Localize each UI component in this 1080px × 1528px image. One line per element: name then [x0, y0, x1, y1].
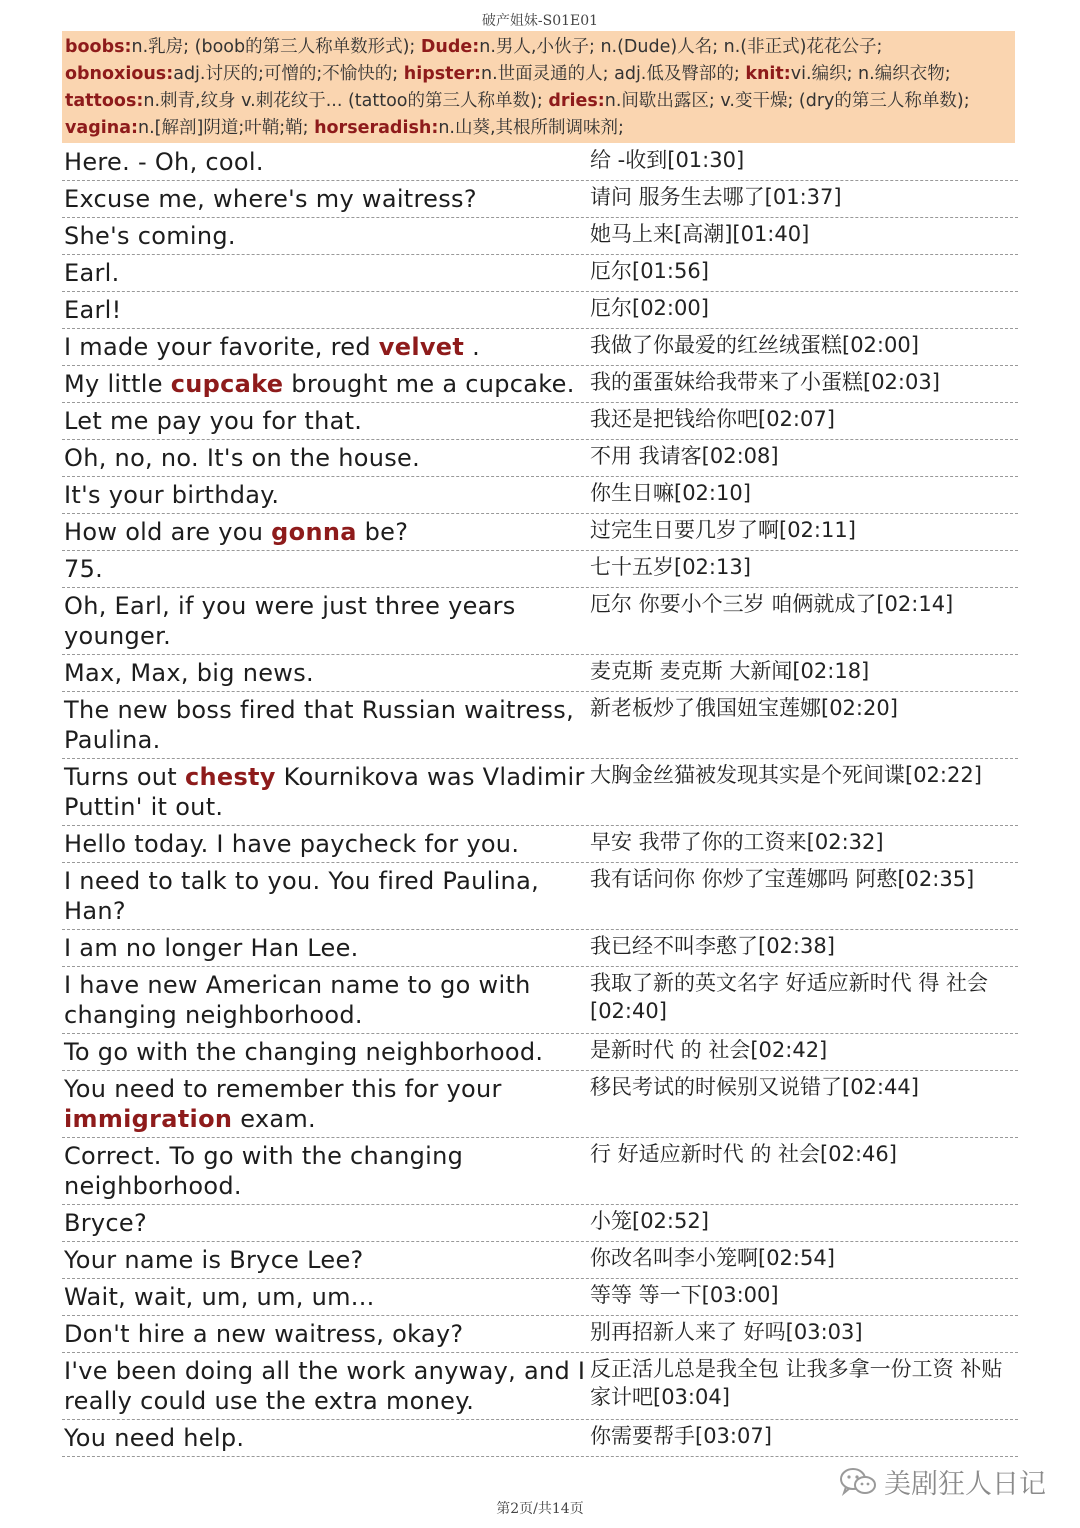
english-text: I am no longer Han Lee.: [64, 934, 359, 962]
english-text: Your name is Bryce Lee?: [64, 1246, 364, 1274]
watermark-text: 美剧狂人日记: [884, 1469, 1046, 1500]
chinese-line: 我取了新的英文名字 好适应新时代 得 社会[02:40]: [590, 971, 989, 1023]
dialogue-table: [62, 144, 1018, 1457]
highlighted-word: chesty: [184, 763, 276, 791]
english-text: .: [464, 333, 480, 361]
vocab-definition: n.刺青,纹身 v.刺花纹于... (tattoo的第三人称单数);: [143, 91, 549, 111]
dialogue-row: [62, 366, 1018, 403]
english-text: exam.: [232, 1105, 316, 1133]
dialogue-row: [62, 1138, 1018, 1205]
english-text: My little: [64, 370, 171, 398]
english-line: [62, 588, 590, 654]
english-text: I have new American name to go with changing neighborhood.: [64, 971, 531, 1029]
chinese-line: 反正活儿总是我全包 让我多拿一份工资 补贴家计吧[03:04]: [590, 1357, 1003, 1409]
vocab-term: dries:: [548, 91, 605, 111]
english-text: I need to talk to you. You fired Paulina, Han?: [64, 867, 540, 925]
english-text: be?: [356, 518, 409, 546]
english-line: [62, 477, 590, 513]
english-line: [62, 692, 590, 758]
english-line: [62, 514, 590, 550]
english-text: Hello today. I have paycheck for you.: [64, 830, 520, 858]
english-text: How old are you: [64, 518, 272, 546]
vocab-definition: n.男人,小伙子; n.(Dude)人名; n.(非正式)花花公子;: [479, 37, 883, 57]
dialogue-row: [62, 967, 1018, 1034]
english-line: [62, 181, 590, 217]
vocabulary-box: [62, 31, 1015, 143]
english-line: [62, 403, 590, 439]
vocab-definition: n.世面灵通的人; adj.低及臀部的;: [481, 64, 746, 84]
english-text: You need help.: [64, 1424, 245, 1452]
vocab-term: Dude:: [420, 37, 480, 57]
dialogue-row: [62, 514, 1018, 551]
dialogue-row: [62, 863, 1018, 930]
chinese-line: 你生日嘛[02:10]: [590, 481, 751, 505]
dialogue-row: [62, 440, 1018, 477]
chinese-line: 给 -收到[01:30]: [590, 148, 745, 172]
vocab-term: knit:: [745, 64, 791, 84]
english-text: Max, Max, big news.: [64, 659, 314, 687]
english-text: She's coming.: [64, 222, 236, 250]
english-text: To go with the changing neighborhood.: [64, 1038, 544, 1066]
english-text: Don't hire a new waitress, okay?: [64, 1320, 464, 1348]
dialogue-row: [62, 826, 1018, 863]
dialogue-row: [62, 403, 1018, 440]
highlighted-word: velvet: [378, 333, 465, 361]
highlighted-word: cupcake: [170, 370, 284, 398]
dialogue-row: [62, 1420, 1018, 1457]
dialogue-row: [62, 144, 1018, 181]
dialogue-row: [62, 181, 1018, 218]
dialogue-row: [62, 655, 1018, 692]
english-line: [62, 551, 590, 587]
english-line: [62, 1420, 590, 1456]
chinese-line: 请问 服务生去哪了[01:37]: [590, 185, 842, 209]
english-text: I've been doing all the work anyway, and I really could use the extra money.: [64, 1357, 586, 1415]
page-footer: 第2页/共14页: [496, 1501, 584, 1517]
english-text: The new boss fired that Russian waitress, Paulina.: [64, 696, 574, 754]
vocab-term: obnoxious:: [65, 64, 174, 84]
watermark: [838, 1462, 1046, 1501]
vocab-term: hipster:: [403, 64, 481, 84]
english-line: [62, 1242, 590, 1278]
english-line: [62, 144, 590, 180]
dialogue-row: [62, 1205, 1018, 1242]
dialogue-row: [62, 292, 1018, 329]
chinese-line: 行 好适应新时代 的 社会[02:46]: [590, 1142, 897, 1166]
dialogue-row: [62, 477, 1018, 514]
chinese-line: 别再招新人来了 好吗[03:03]: [590, 1320, 863, 1344]
chinese-line: 你改名叫李小笼啊[02:54]: [590, 1246, 835, 1270]
dialogue-row: [62, 1316, 1018, 1353]
english-line: [62, 967, 590, 1033]
dialogue-row: [62, 255, 1018, 292]
vocab-definition: n.间歇出露区; v.变干燥; (dry的第三人称单数);: [604, 91, 970, 111]
english-line: [62, 1205, 590, 1241]
english-text: Wait, wait, um, um, um...: [64, 1283, 375, 1311]
chinese-line: 厄尔[01:56]: [590, 259, 709, 283]
vocab-term: horseradish:: [314, 118, 439, 138]
english-text: brought me a cupcake.: [283, 370, 575, 398]
english-text: 75.: [64, 555, 104, 583]
chinese-line: 我已经不叫李憨了[02:38]: [590, 934, 835, 958]
english-line: [62, 366, 590, 402]
chinese-line: 你需要帮手[03:07]: [590, 1424, 772, 1448]
vocab-term: tattoos:: [65, 91, 144, 111]
chinese-line: 麦克斯 麦克斯 大新闻[02:18]: [590, 659, 870, 683]
dialogue-row: [62, 551, 1018, 588]
chinese-line: 是新时代 的 社会[02:42]: [590, 1038, 828, 1062]
chinese-line: 七十五岁[02:13]: [590, 555, 751, 579]
chinese-line: 移民考试的时候别又说错了[02:44]: [590, 1075, 919, 1099]
english-line: [62, 1316, 590, 1352]
chinese-line: 我有话问你 你炒了宝莲娜吗 阿憨[02:35]: [590, 867, 975, 891]
chinese-line: 等等 等一下[03:00]: [590, 1283, 779, 1307]
chinese-line: 新老板炒了俄国妞宝莲娜[02:20]: [590, 696, 898, 720]
english-line: [62, 863, 590, 929]
english-line: [62, 329, 590, 365]
page-header: 破产姐妹-S01E01: [481, 13, 599, 29]
english-text: Excuse me, where's my waitress?: [64, 185, 477, 213]
english-line: [62, 655, 590, 691]
vocab-definition: n.[解剖]阴道;叶鞘;鞘;: [138, 118, 315, 138]
english-text: It's your birthday.: [64, 481, 280, 509]
dialogue-row: [62, 1034, 1018, 1071]
english-text: I made your favorite, red: [64, 333, 379, 361]
english-line: [62, 1034, 590, 1070]
dialogue-row: [62, 329, 1018, 366]
dialogue-row: [62, 218, 1018, 255]
vocab-definition: n.乳房; (boob的第三人称单数形式);: [131, 37, 421, 57]
english-text: You need to remember this for your: [64, 1075, 502, 1103]
chinese-line: 厄尔 你要小个三岁 咱俩就成了[02:14]: [590, 592, 954, 616]
english-text: Let me pay you for that.: [64, 407, 363, 435]
chinese-line: 不用 我请客[02:08]: [590, 444, 779, 468]
english-text: Turns out: [64, 763, 185, 791]
english-line: [62, 930, 590, 966]
chinese-line: 厄尔[02:00]: [590, 296, 709, 320]
chinese-line: 早安 我带了你的工资来[02:32]: [590, 830, 884, 854]
dialogue-row: [62, 1353, 1018, 1420]
chinese-line: 她马上来[高潮][01:40]: [590, 222, 810, 246]
vocab-definition: adj.讨厌的;可憎的;不愉快的;: [173, 64, 404, 84]
english-line: [62, 1138, 590, 1204]
dialogue-row: [62, 1071, 1018, 1138]
english-line: [62, 1279, 590, 1315]
english-line: [62, 1353, 590, 1419]
chinese-line: 过完生日要几岁了啊[02:11]: [590, 518, 856, 542]
vocab-definition: n.山葵,其根所制调味剂;: [438, 118, 624, 138]
english-text: Earl!: [64, 296, 122, 324]
dialogue-row: [62, 930, 1018, 967]
highlighted-word: immigration: [64, 1105, 233, 1133]
highlighted-word: gonna: [271, 518, 357, 546]
english-text: Here. - Oh, cool.: [64, 148, 264, 176]
wechat-icon: [838, 1466, 878, 1498]
vocab-term: vagina:: [65, 118, 139, 138]
english-text: Bryce?: [64, 1209, 148, 1237]
chinese-line: 小笼[02:52]: [590, 1209, 709, 1233]
dialogue-row: [62, 692, 1018, 759]
english-line: [62, 292, 590, 328]
dialogue-row: [62, 588, 1018, 655]
dialogue-row: [62, 1242, 1018, 1279]
english-line: [62, 218, 590, 254]
vocab-term: boobs:: [65, 37, 132, 57]
dialogue-row: [62, 1279, 1018, 1316]
english-line: [62, 440, 590, 476]
english-line: [62, 255, 590, 291]
english-line: [62, 759, 590, 825]
english-line: [62, 1071, 590, 1137]
english-text: Oh, Earl, if you were just three years younger.: [64, 592, 516, 650]
chinese-line: 大胸金丝猫被发现其实是个死间谍[02:22]: [590, 763, 982, 787]
chinese-line: 我做了你最爱的红丝绒蛋糕[02:00]: [590, 333, 919, 357]
english-text: Earl.: [64, 259, 120, 287]
english-text: Oh, no, no. It's on the house.: [64, 444, 421, 472]
vocab-definition: vi.编织; n.编织衣物;: [790, 64, 951, 84]
english-text: Correct. To go with the changing neighborhood.: [64, 1142, 464, 1200]
dialogue-row: [62, 759, 1018, 826]
english-line: [62, 826, 590, 862]
english-text: Kournikova was Vladimir Puttin' it out.: [64, 763, 585, 821]
chinese-line: 我的蛋蛋妹给我带来了小蛋糕[02:03]: [590, 370, 940, 394]
chinese-line: 我还是把钱给你吧[02:07]: [590, 407, 835, 431]
